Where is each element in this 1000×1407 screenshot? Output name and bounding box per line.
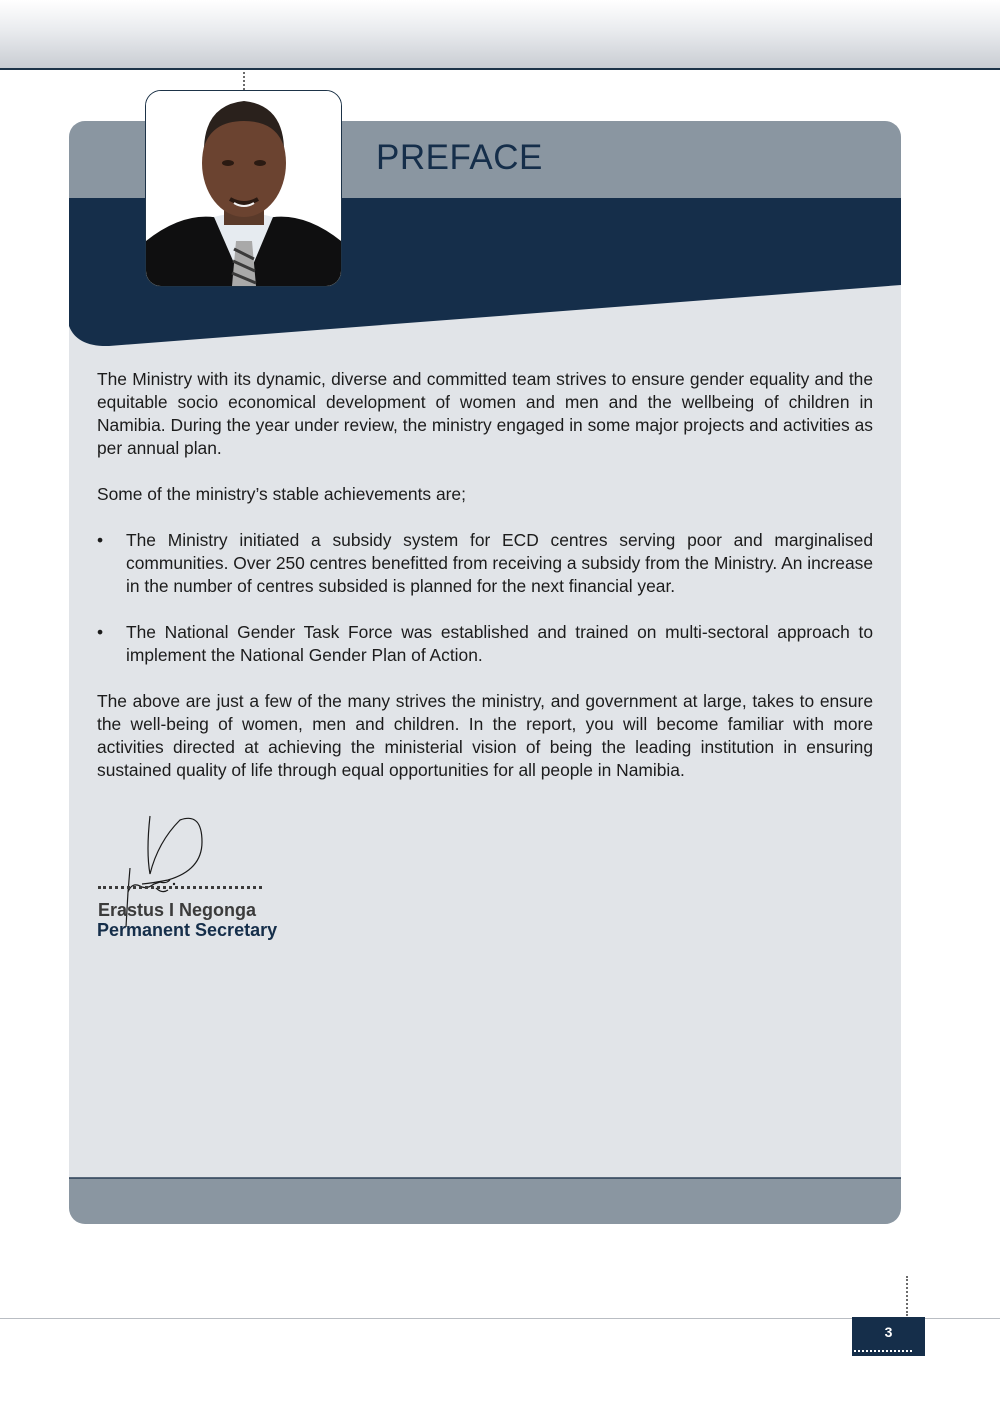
signature-dotted-line: [98, 886, 262, 889]
list-item: [97, 529, 873, 598]
page-number: 3: [884, 1324, 893, 1340]
achievements-intro: Some of the ministry’s stable achievements are;: [97, 484, 466, 504]
signatory-title: Permanent Secretary: [97, 920, 278, 940]
portrait-photo: [145, 90, 342, 287]
list-item-text: The Ministry initiated a subsidy system for ECD centres serving poor and marginalised communities. Over 250 centres benefitted from receiving a subsidy from the Ministry. An increase in the number of centres subsided is planned for the next financial year.: [126, 530, 873, 596]
footer-rule: [0, 1318, 1000, 1319]
bullet-icon: •: [97, 530, 104, 550]
top-dotted-guide: [243, 72, 245, 90]
panel-footer-band: [69, 1178, 901, 1224]
portrait-photo-icon: [146, 91, 341, 286]
closing-paragraph: The above are just a few of the many strives the ministry, and government at large, takes to ensure the well-being of women, men and children. In the report, you will become familiar with more activities directed at achieving the ministerial vision of being the leading institution in ensuring sustained quality of life through equal opportunities for all people in Namibia.: [97, 691, 873, 780]
intro-paragraph: The Ministry with its dynamic, diverse and committed team strives to ensure gender equality and the equitable socio economical development of women and men and the wellbeing of children in Namibia. During the year under review, the ministry engaged in some major projects and activities as per annual plan.: [97, 369, 873, 458]
top-header-band: [0, 0, 1000, 70]
achievements-list: [97, 529, 873, 667]
page-number-dots: [854, 1350, 912, 1352]
signatory-name: Erastus I Negonga: [98, 900, 257, 920]
list-item: [97, 621, 873, 667]
bottom-dotted-guide: [906, 1276, 908, 1316]
preface-body: [97, 368, 873, 805]
page-title: PREFACE: [376, 138, 543, 177]
bullet-icon: •: [97, 622, 104, 642]
list-item-text: The National Gender Task Force was established and trained on multi-sectoral approach to implement the National Gender Plan of Action.: [126, 622, 873, 665]
